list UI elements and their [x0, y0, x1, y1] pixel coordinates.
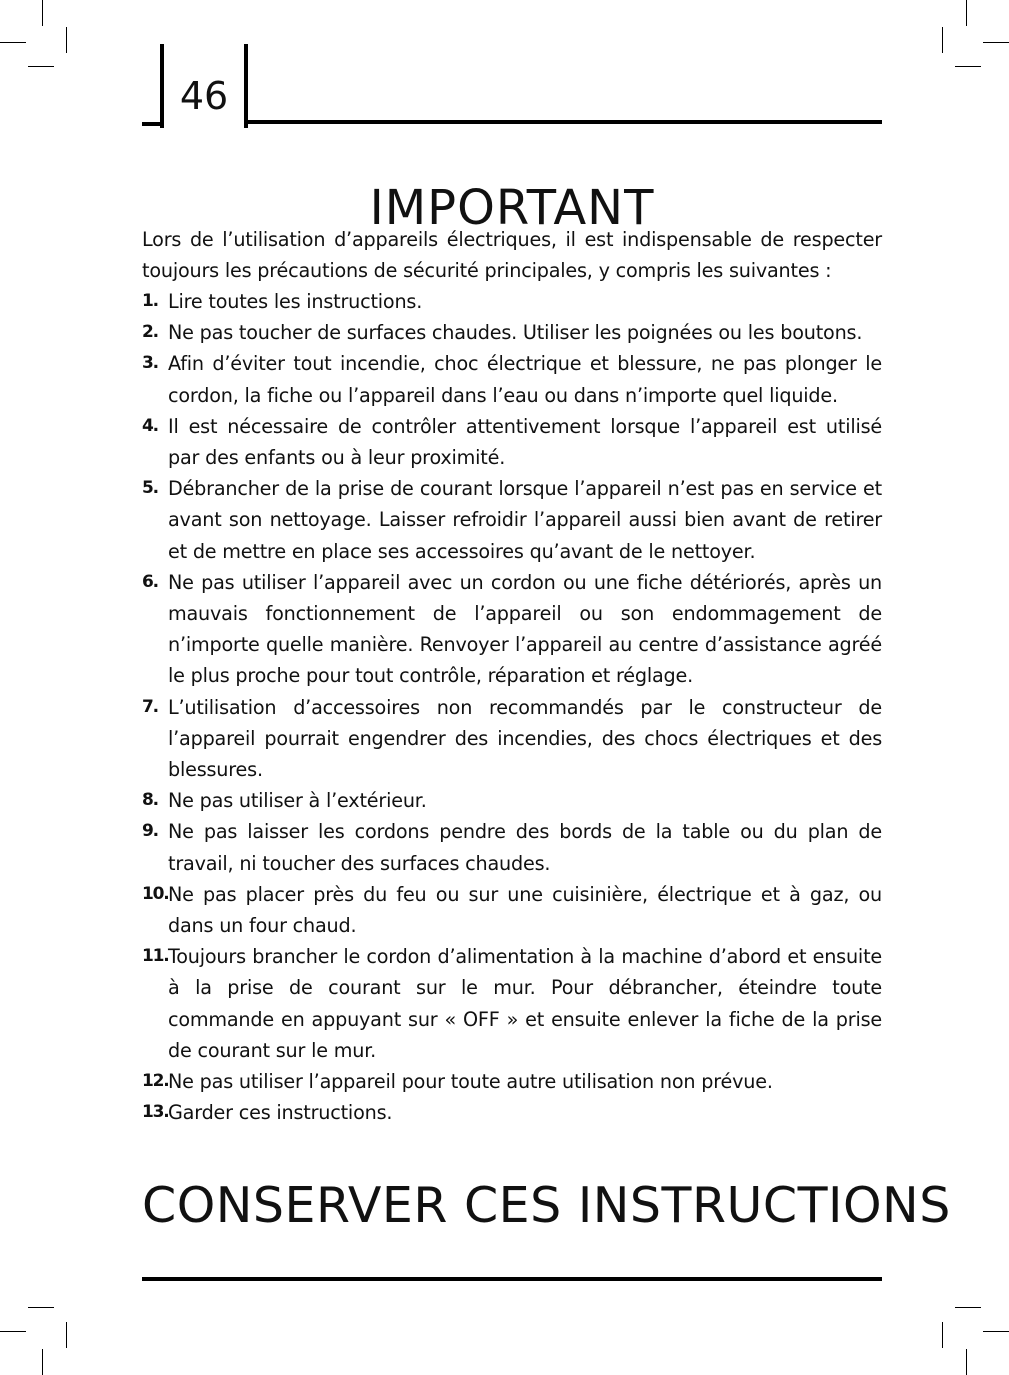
list-item [142, 348, 882, 410]
crop-mark [955, 1307, 981, 1308]
list-item [142, 1066, 882, 1097]
crop-mark [42, 0, 43, 26]
safety-instructions [142, 224, 882, 1128]
crop-mark [966, 1349, 967, 1375]
item-number: 11. [142, 946, 169, 967]
intro-paragraph: Lors de l’utilisation d’appareils électriques, il est indispensable de respecter toujours les précautions de sécurité principales, y compris les suivantes : [142, 228, 882, 282]
crop-mark [42, 1349, 43, 1375]
item-number: 12. [142, 1071, 169, 1092]
crop-mark [983, 1331, 1009, 1332]
instruction-list [142, 286, 882, 1128]
item-text: Toujours brancher le cordon d’alimentation à la machine d’abord et ensuite à la prise de courant sur le mur. Pour débrancher, éteindre toute commande en appuyant sur « OFF » et ensuite enlever la fiche de la prise de courant sur le mur. [168, 945, 882, 1062]
item-text: Débrancher de la prise de courant lorsque l’appareil n’est pas en service et avant son nettoyage. Laisser refroidir l’appareil aussi bien avant de retirer et de mettre en place ses accessoires qu’avant de le nettoyer. [168, 477, 882, 563]
list-item [142, 286, 882, 317]
item-number: 13. [142, 1102, 169, 1123]
header-rule [248, 120, 882, 124]
item-text: Afin d’éviter tout incendie, choc électrique et blessure, ne pas plonger le cordon, la fiche ou l’appareil dans l’eau ou dans n’importe quel liquide. [168, 352, 882, 407]
crop-mark [28, 66, 54, 67]
item-text: Ne pas laisser les cordons pendre des bords de la table ou du plan de travail, ni toucher des surfaces chaudes. [168, 820, 882, 875]
item-number: 4. [142, 415, 158, 436]
page-number: 46 [179, 74, 229, 118]
list-item [142, 411, 882, 473]
item-number: 8. [142, 790, 158, 811]
list-item [142, 473, 882, 567]
crop-mark [66, 27, 67, 53]
list-item [142, 816, 882, 878]
crop-mark [0, 1331, 26, 1332]
item-number: 3. [142, 353, 158, 374]
footer-rule [142, 1277, 882, 1281]
item-text: Garder ces instructions. [168, 1101, 393, 1125]
list-item [142, 567, 882, 692]
crop-mark [966, 0, 967, 26]
item-number: 1. [142, 291, 158, 311]
item-text: Ne pas placer près du feu ou sur une cuisinière, électrique et à gaz, ou dans un four chaud. [168, 882, 882, 938]
page-number-tab [160, 44, 248, 128]
item-number: 9. [142, 821, 158, 842]
footer-title: CONSERVER CES INSTRUCTIONS [142, 1177, 951, 1234]
item-text: Ne pas utiliser l’appareil pour toute autre utilisation non prévue. [168, 1070, 773, 1094]
list-item [142, 317, 882, 348]
header-rule [142, 122, 160, 126]
crop-mark [983, 42, 1009, 43]
list-item [142, 1097, 882, 1128]
item-text: Il est nécessaire de contrôler attentivement lorsque l’appareil est utilisé par des enfants ou à leur proximité. [168, 414, 882, 470]
crop-mark [955, 66, 981, 67]
item-text: Lire toutes les instructions. [168, 290, 423, 313]
item-number: 10. [142, 883, 169, 904]
item-text: L’utilisation d’accessoires non recommandés par le constructeur de l’appareil pourrait engendrer des incendies, des chocs électriques et des blessures. [168, 695, 882, 782]
item-text: Ne pas toucher de surfaces chaudes. Utiliser les poignées ou les boutons. [168, 321, 863, 345]
list-item [142, 879, 882, 941]
page-title: IMPORTANT [369, 180, 655, 237]
item-text: Ne pas utiliser l’appareil avec un cordon ou une fiche détériorés, après un mauvais fonctionnement de l’appareil ou son endommagement de n’importe quelle manière. Renvoyer l’appareil au centre d’assistance agréé le plus proche pour tout contrôle, réparation et réglage. [168, 570, 882, 688]
list-item [142, 941, 882, 1066]
item-number: 5. [142, 478, 158, 499]
item-text: Ne pas utiliser à l’extérieur. [168, 789, 427, 813]
crop-mark [0, 42, 26, 43]
crop-mark [66, 1322, 67, 1348]
list-item [142, 692, 882, 786]
item-number: 2. [142, 322, 158, 343]
list-item [142, 785, 882, 816]
crop-mark [942, 1322, 943, 1348]
crop-mark [942, 27, 943, 53]
item-number: 7. [142, 696, 158, 717]
item-number: 6. [142, 571, 158, 592]
crop-mark [28, 1307, 54, 1308]
